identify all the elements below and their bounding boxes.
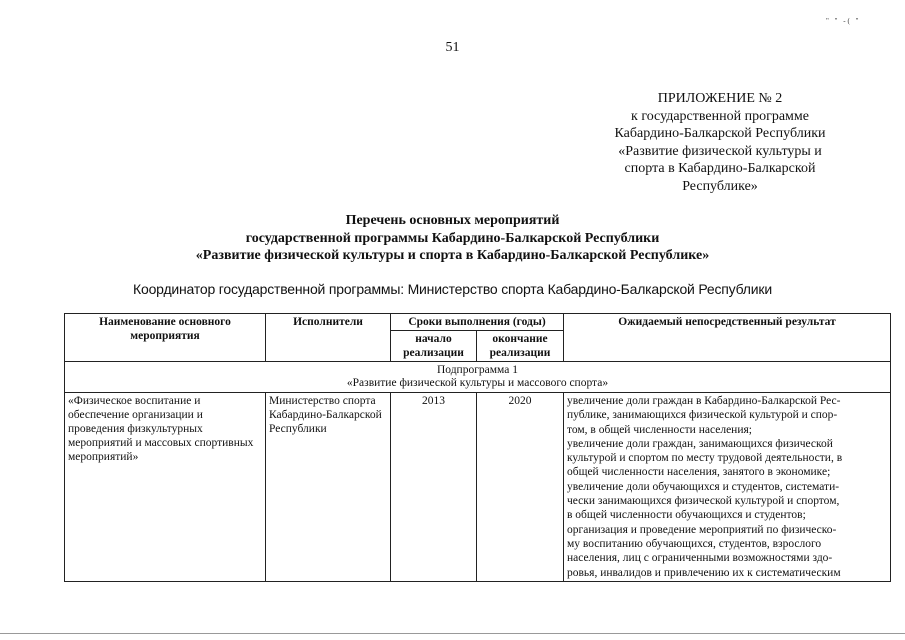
result-line: организация и проведение мероприятий по физическо- [567,523,837,536]
header-event: Наименование основного мероприятия [65,314,266,362]
appendix-block [600,90,840,195]
appendix-line: Кабардино-Балкарской Республики [614,126,826,141]
table-header-row [65,314,891,331]
result-line: публике, занимающихся физической культурой и спор- [567,409,838,422]
header-terms: Сроки выполнения (годы) [391,314,564,331]
result-line: общей численности населения, занятого в экономике; [567,466,831,479]
result-line: му воспитанию обучающихся, студентов, взрослого [567,537,822,550]
result-line: увеличение доли граждан, занимающихся физической [567,437,833,450]
subprogram-number: Подпрограмма 1 [436,364,518,376]
subprogram-name: «Развитие физической культуры и массового спорта» [346,377,609,389]
title-line: Перечень основных мероприятий [345,213,560,228]
appendix-line: «Развитие физической культуры и [618,143,822,159]
result-line: увеличение доли граждан в Кабардино-Балкарской Рес- [567,395,841,407]
end-year-cell: 2020 [477,393,564,582]
document-title [0,212,905,265]
subprogram-cell [65,362,891,393]
header-end: окончание реализации [477,331,564,362]
appendix-line: спорта в Кабардино-Балкарской [624,161,816,176]
result-line: увеличение доли обучающихся и студентов, системати- [567,480,840,493]
result-line: населения, лиц с ограниченными возможностями здо- [567,552,833,565]
header-executors: Исполнители [266,314,391,362]
result-line: чески занимающихся физической культурой и спортом, [567,495,840,508]
result-line: культурой и спортом по месту трудовой деятельности, в [567,452,843,465]
title-line: «Развитие физической культуры и спорта в Кабардино-Балкарской Республике» [195,248,710,263]
appendix-line: ПРИЛОЖЕНИЕ № 2 [657,91,783,106]
event-cell: «Физическое воспитание и обеспечение организации и проведения физкультурных мероприятий и массовых спортивных мероприятий» [65,393,266,582]
corner-marks: " " -( " [826,17,861,25]
result-cell [564,393,891,582]
title-line: государственной программы Кабардино-Балкарской Республики [245,230,660,246]
result-line: в общей численности обучающихся и студентов; [567,509,806,522]
header-start: начало реализации [391,331,477,362]
subprogram-row [65,362,891,393]
result-line: ровья, инвалидов и привлечению их к систематическим [567,566,841,579]
start-year-cell: 2013 [391,393,477,582]
events-table [64,313,891,582]
page-number: 51 [445,40,460,55]
page-bottom-divider [0,633,905,634]
coordinator-line: Координатор государственной программы: Министерство спорта Кабардино-Балкарской Республики [133,281,772,297]
result-line: том, в общей численности населения; [567,423,752,436]
appendix-line: к государственной программе [631,108,809,124]
table-row [65,393,891,582]
header-result: Ожидаемый непосредственный результат [564,314,891,362]
appendix-line: Республике» [682,178,758,194]
executors-cell: Министерство спорта Кабардино-Балкарской Республики [266,393,391,582]
